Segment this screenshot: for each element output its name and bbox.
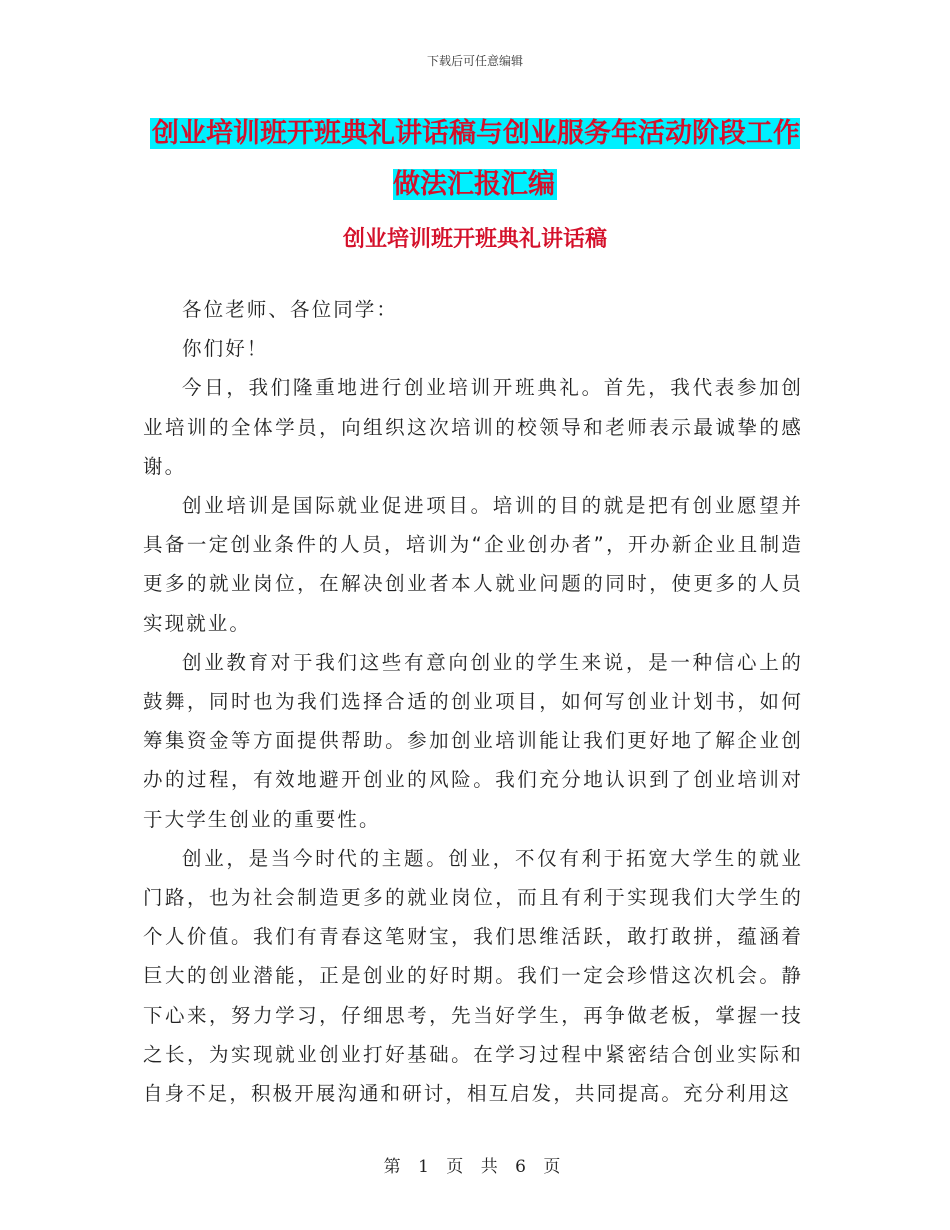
header-note: 下载后可任意编辑: [426, 54, 523, 68]
paragraph: 创业教育对于我们这些有意向创业的学生来说，是一种信心上的鼓舞，同时也为我们选择合适的创业项目，如何写创业计划书，如何筹集资金等方面提供帮助。参加创业培训能让我们更好地了解企业创办的过程，有效地避开创业的风险。我们充分地认识到了创业培训对于大学生创业的重要性。: [143, 650, 803, 831]
section-title: 创业培训班开班典礼讲话稿: [342, 226, 607, 252]
page-number-footer: 第 1 页 共 6 页: [383, 1157, 567, 1177]
salutation: 各位老师、各位同学：: [182, 298, 399, 321]
document-title-text: 创业培训班开班典礼讲话稿与创业服务年活动阶段工作做法汇报汇编: [152, 118, 800, 200]
paragraph: 创业培训是国际就业促进项目。培训的目的就是把有创业愿望并具备一定创业条件的人员，培训为“企业创办者”，开办新企业且制造更多的就业岗位，在解决创业者本人就业问题的同时，使更多的人员实现就业。: [143, 494, 803, 635]
document-body: [143, 290, 803, 1113]
document-title: [140, 108, 810, 210]
paragraph: 今日，我们隆重地进行创业培训开班典礼。首先，我代表参加创业培训的全体学员，向组织这次培训的校领导和老师表示最诚挚的感谢。: [143, 376, 803, 478]
paragraph: 创业，是当今时代的主题。创业，不仅有利于拓宽大学生的就业门路，也为社会制造更多的就业岗位，而且有利于实现我们大学生的个人价值。我们有青春这笔财宝，我们思维活跃，敢打敢拼，蕴涵着巨大的创业潜能，正是创业的好时期。我们一定会珍惜这次机会。静下心来，努力学习，仔细思考，先当好学生，再争做老板，掌握一技之长，为实现就业创业打好基础。在学习过程中紧密结合创业实际和自身不足，积极开展沟通和研讨，相互启发，共同提高。充分利用这: [143, 846, 803, 1106]
greeting: 你们好！: [182, 337, 269, 361]
